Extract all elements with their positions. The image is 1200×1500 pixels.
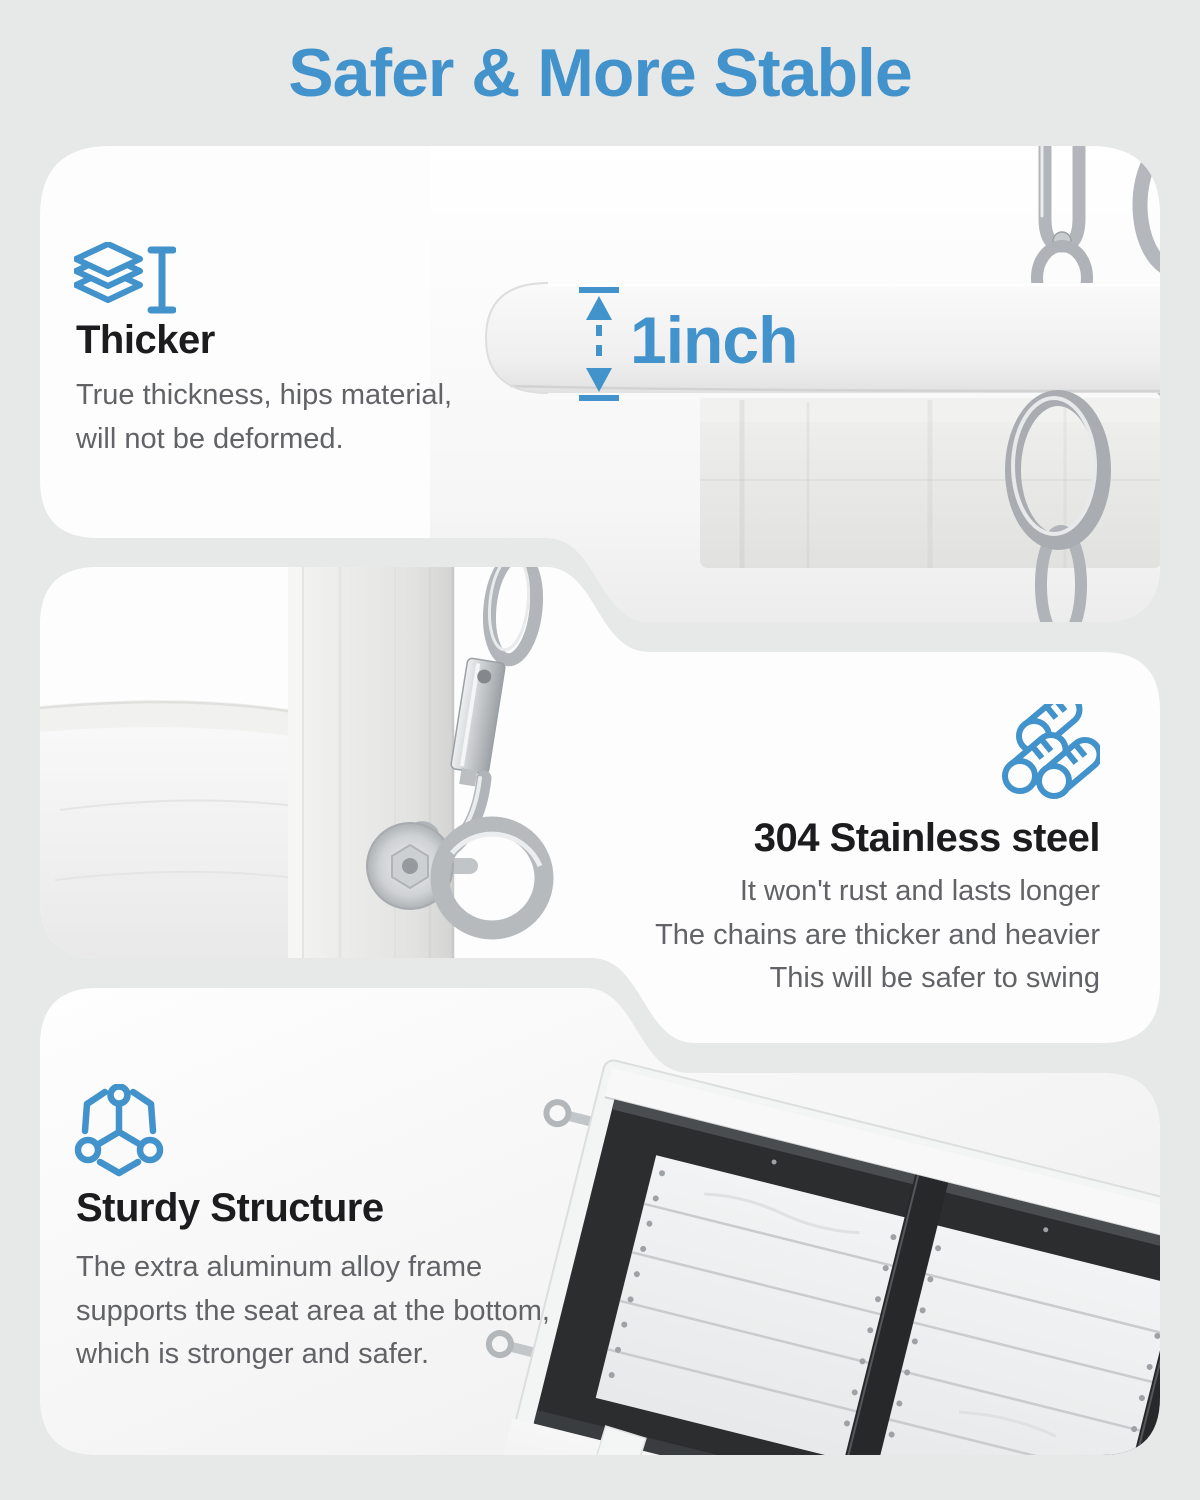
seat-board [486,283,1170,393]
body-line: This will be safer to swing [769,962,1100,994]
body-line: which is stronger and safer. [76,1338,430,1370]
section-body-sturdy [76,1246,550,1377]
body-line: It won't rust and lasts longer [739,875,1100,907]
thickness-measurement-label: 1inch [630,303,798,377]
section-heading-sturdy: Sturdy Structure [76,1186,384,1230]
body-line: The extra aluminum alloy frame [76,1251,483,1283]
molecule-structure-icon [74,1084,164,1184]
section-heading-stainless: 304 Stainless steel [753,816,1100,860]
section-body-thicker [76,374,452,461]
section-body-stainless [655,870,1100,1001]
photo-frame-underside [40,988,1200,1500]
steel-pipes-icon [996,704,1100,800]
page-title: Safer & More Stable [288,35,912,111]
body-line: will not be deformed. [76,422,344,455]
body-line: The chains are thicker and heavier [655,918,1100,951]
section-heading-thicker: Thicker [76,318,215,362]
body-line: True thickness, hips material, [76,379,453,411]
photo-seat-thickness [430,139,1200,639]
layers-thickness-icon [74,242,176,322]
body-line: supports the seat area at the bottom, [76,1294,550,1327]
